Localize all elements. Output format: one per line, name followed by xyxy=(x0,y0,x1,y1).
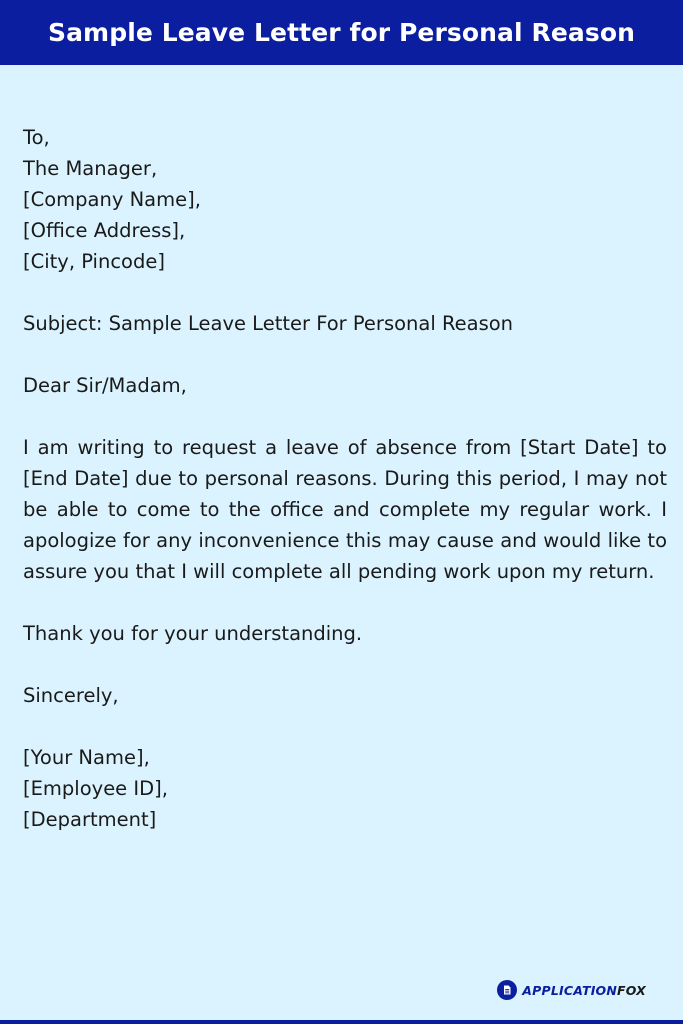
logo-text xyxy=(522,983,646,998)
logo-text-application: APPLICATION xyxy=(522,982,618,998)
letter-signature xyxy=(23,742,667,835)
logo-text-fox: FOX xyxy=(617,982,646,998)
address-line: [Office Address], xyxy=(23,219,186,242)
address-line: [Company Name], xyxy=(23,188,201,211)
signature-line: [Department] xyxy=(23,808,157,831)
page-header xyxy=(0,0,683,65)
letter-subject: Subject: Sample Leave Letter For Personal Reason xyxy=(23,312,514,335)
page-title: Sample Leave Letter for Personal Reason xyxy=(47,18,636,47)
address-line: [City, Pincode] xyxy=(23,250,165,273)
letter-thanks: Thank you for your understanding. xyxy=(23,622,363,645)
signature-line: [Your Name], xyxy=(23,746,150,769)
signature-line: [Employee ID], xyxy=(23,777,168,800)
address-line: To, xyxy=(23,126,50,149)
bottom-border xyxy=(0,1020,683,1024)
letter-body: I am writing to request a leave of absence from [Start Date] to [End Date] due to personal reasons. During this period, I may not be able to come to the office and complete my regular work. I apologize for any inconvenience this may cause and would like to assure you that I will complete all pending work upon my return. xyxy=(23,436,667,583)
document-icon xyxy=(497,980,517,1000)
recipient-address xyxy=(23,122,667,277)
applicationfox-logo xyxy=(497,980,646,1000)
letter-salutation: Dear Sir/Madam, xyxy=(23,374,187,397)
letter-closing: Sincerely, xyxy=(23,684,119,707)
address-line: The Manager, xyxy=(23,157,158,180)
letter-content xyxy=(23,122,667,866)
